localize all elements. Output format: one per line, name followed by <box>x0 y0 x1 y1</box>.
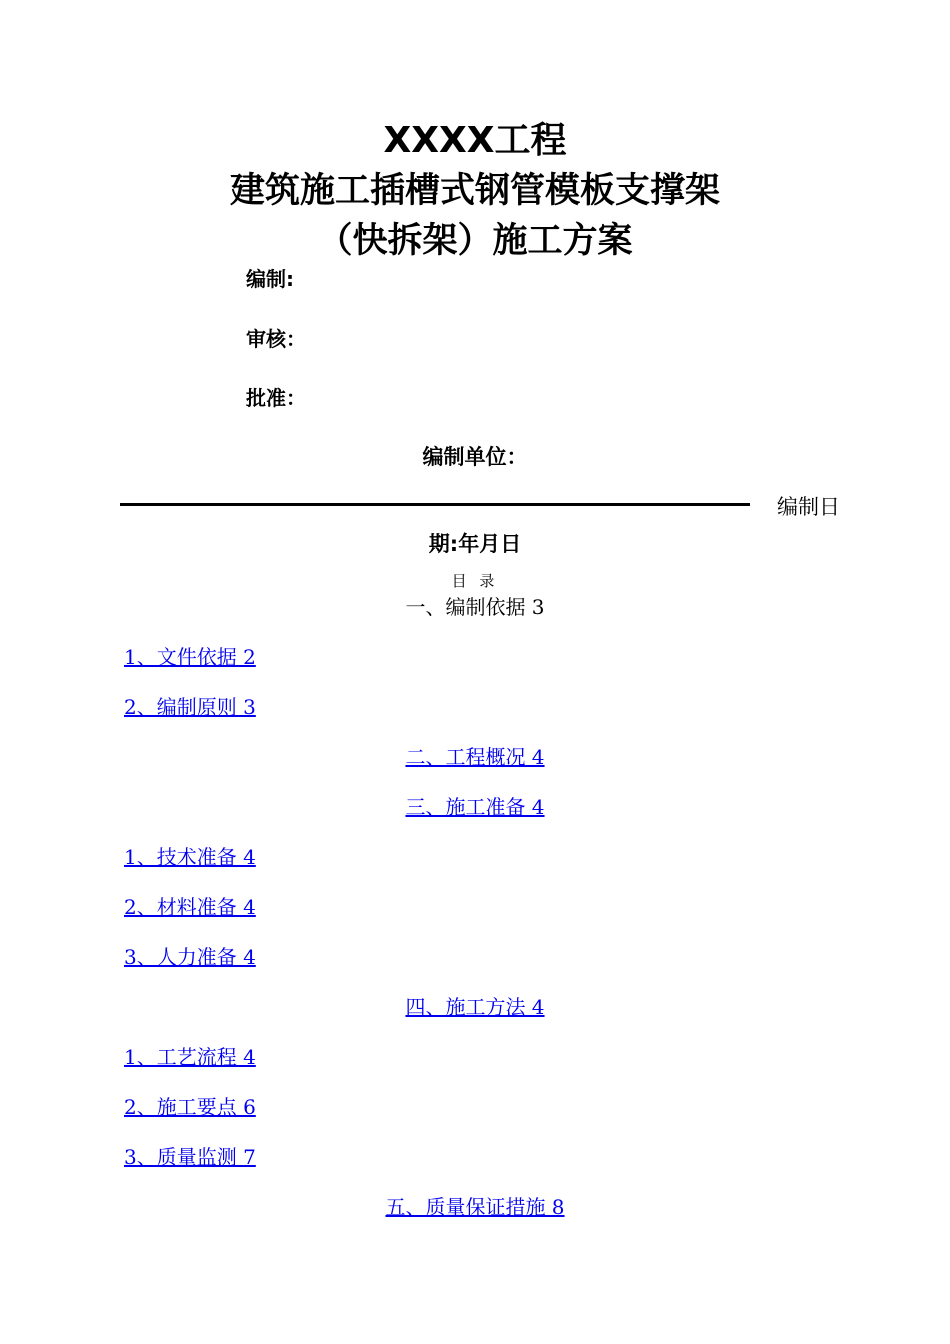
toc-entry-material-prep[interactable]: 2、材料准备 4 <box>124 895 256 919</box>
compiled-by-label: 编制: <box>246 267 294 291</box>
reviewed-by-label: 审核： <box>246 327 306 351</box>
toc-entry-quality-monitoring[interactable]: 3、质量监测 7 <box>124 1145 256 1169</box>
document-title-line-2: 建筑施工插槽式钢管模板支撑架 <box>229 171 720 211</box>
approved-by-label: 批准： <box>246 386 306 410</box>
toc-entry-project-overview[interactable]: 二、工程概况 4 <box>405 745 545 769</box>
compile-date-value: 期:年月日 <box>428 532 522 556</box>
toc-entry-construction-method[interactable]: 四、施工方法 4 <box>405 995 545 1019</box>
toc-entry-principles[interactable]: 2、编制原则 3 <box>124 695 256 719</box>
toc-entry-key-points[interactable]: 2、施工要点 6 <box>124 1095 256 1119</box>
toc-entry-basis: 一、编制依据 3 <box>405 595 545 619</box>
toc-entry-preparation[interactable]: 三、施工准备 4 <box>405 795 545 819</box>
toc-entry-labor-prep[interactable]: 3、人力准备 4 <box>124 945 256 969</box>
horizontal-rule <box>120 503 750 506</box>
toc-entry-document-basis[interactable]: 1、文件依据 2 <box>124 645 256 669</box>
compile-date-label: 编制日 <box>777 495 840 519</box>
document-title: XXXX工程 <box>383 120 567 161</box>
toc-entry-technical-prep[interactable]: 1、技术准备 4 <box>124 845 256 869</box>
compiling-unit-label: 编制单位： <box>422 445 528 469</box>
toc-entry-process-flow[interactable]: 1、工艺流程 4 <box>124 1045 256 1069</box>
toc-heading: 目 录 <box>451 572 499 590</box>
toc-entry-quality-assurance[interactable]: 五、质量保证措施 8 <box>385 1195 565 1219</box>
document-title-line-3: （快拆架）施工方案 <box>317 221 633 261</box>
